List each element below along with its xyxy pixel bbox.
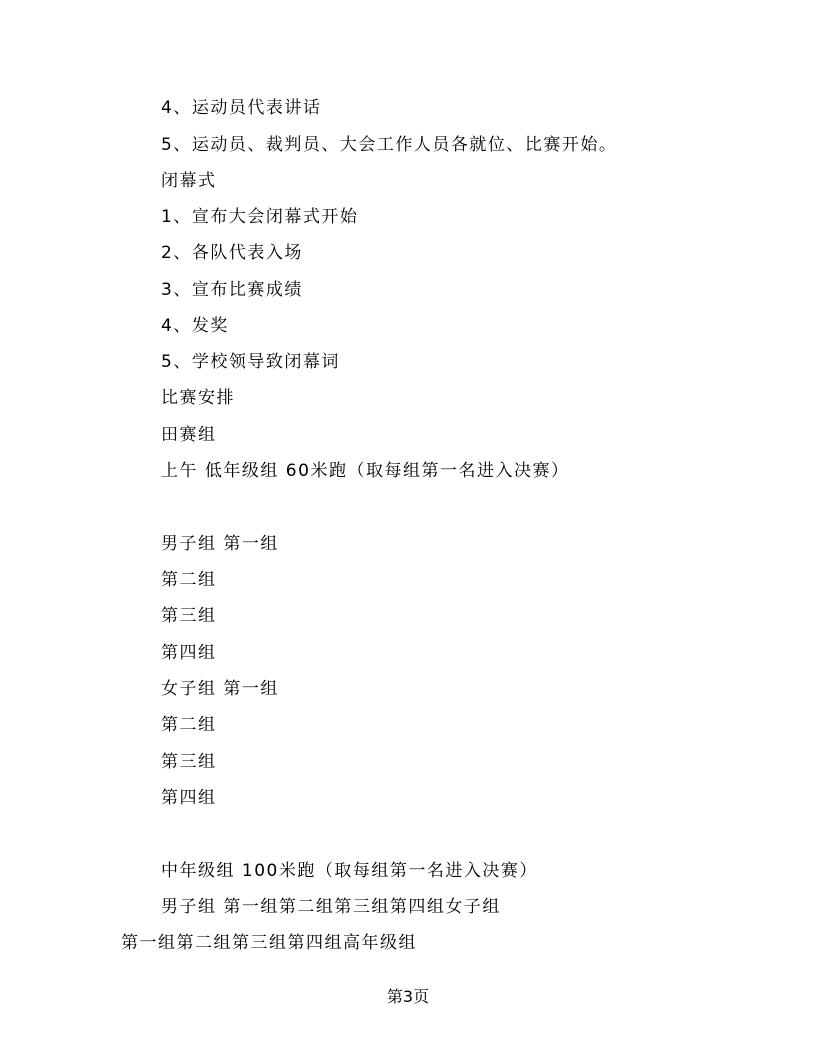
text-line: 5、运动员、裁判员、大会工作人员各就位、比赛开始。 xyxy=(161,135,618,155)
text-line: 第二组 xyxy=(161,570,217,590)
text-line: 男子组 第一组第二组第三组第四组女子组 xyxy=(161,897,501,917)
text-line: 第一组第二组第三组第四组高年级组 xyxy=(121,933,417,953)
text-line: 1、宣布大会闭幕式开始 xyxy=(161,207,359,227)
section-heading: 闭幕式 xyxy=(161,171,217,191)
text-line: 第四组 xyxy=(161,643,217,663)
text-line: 4、发奖 xyxy=(161,316,229,336)
page-number: 第3页 xyxy=(386,987,430,1006)
section-heading: 比赛安排 xyxy=(161,388,235,408)
text-line: 上午 低年级组 60米跑（取每组第一名进入决赛） xyxy=(161,461,570,481)
text-line: 第三组 xyxy=(161,606,217,626)
text-line: 女子组 第一组 xyxy=(161,679,279,699)
text-line: 3、宣布比赛成绩 xyxy=(161,280,303,300)
text-line: 第四组 xyxy=(161,788,217,808)
text-line: 第二组 xyxy=(161,715,217,735)
text-line: 2、各队代表入场 xyxy=(161,243,303,263)
text-line: 第三组 xyxy=(161,752,217,772)
text-line: 田赛组 xyxy=(161,425,217,445)
text-line: 中年级组 100米跑（取每组第一名进入决赛） xyxy=(161,861,538,881)
text-line: 5、学校领导致闭幕词 xyxy=(161,352,340,372)
text-line: 4、运动员代表讲话 xyxy=(161,98,322,118)
text-line: 男子组 第一组 xyxy=(161,534,279,554)
